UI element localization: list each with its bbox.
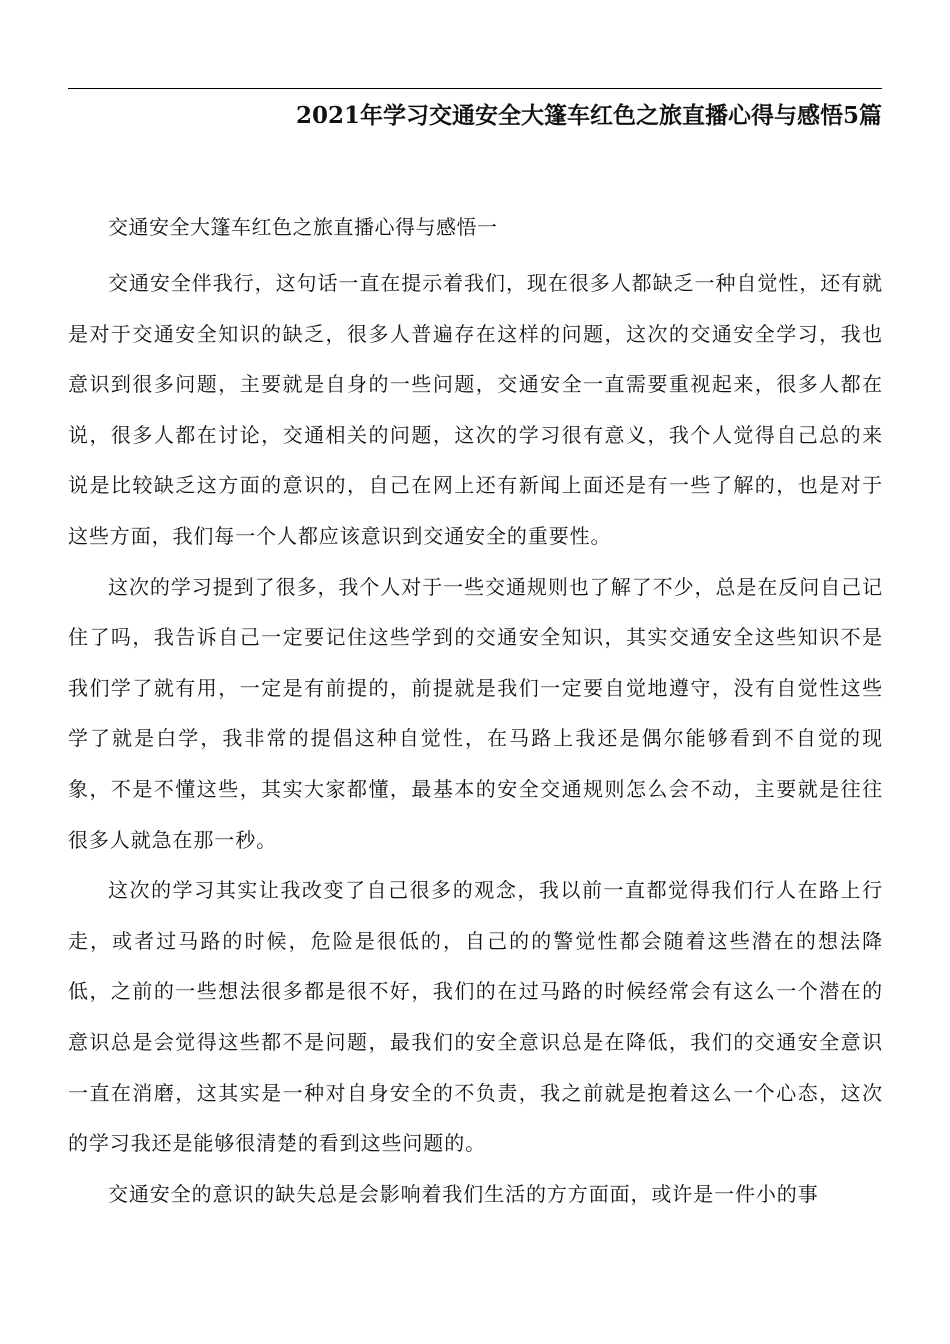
paragraph-2: 这次的学习提到了很多，我个人对于一些交通规则也了解了不少，总是在反问自己记住了吗，我告诉自己一定要记住这些学到的交通安全知识，其实交通安全这些知识不是我们学了就有用，一定是有前提的，前提就是我们一定要自觉地遵守，没有自觉性这些学了就是白学，我非常的提倡这种自觉性，在马路上我还是偶尔能够看到不自觉的现象，不是不懂这些，其实大家都懂，最基本的安全交通规则怎么会不动，主要就是往往很多人就急在那一秒。 [68,574,883,852]
section-heading: 交通安全大篷车红色之旅直播心得与感悟一 [108,215,498,239]
paragraph-3: 这次的学习其实让我改变了自己很多的观念，我以前一直都觉得我们行人在路上行走，或者过马路的时候，危险是很低的，自己的的警觉性都会随着这些潜在的想法降低，之前的一些想法很多都是很不好，我们的在过马路的时候经常会有这么一个潜在的意识总是会觉得这些都不是问题，最我们的安全意识总是在降低，我们的交通安全意识一直在消磨，这其实是一种对自身安全的不负责，我之前就是抱着这么一个心态，这次的学习我还是能够很清楚的看到这些问题的。 [68,878,883,1156]
paragraph-4: 交通安全的意识的缺失总是会影响着我们生活的方方面面，或许是一件小的事 [108,1181,819,1206]
document-title: 2021年学习交通安全大篷车红色之旅直播心得与感悟5篇 [295,102,882,129]
header-rule [68,88,882,89]
paragraph-1: 交通安全伴我行，这句话一直在提示着我们，现在很多人都缺乏一种自觉性，还有就是对于交通安全知识的缺乏，很多人普遍存在这样的问题，这次的交通安全学习，我也意识到很多问题，主要就是自身的一些问题，交通安全一直需要重视起来，很多人都在说，很多人都在讨论，交通相关的问题，这次的学习很有意义，我个人觉得自己总的来说是比较缺乏这方面的意识的，自己在网上还有新闻上面还是有一些了解的，也是对于这些方面，我们每一个人都应该意识到交通安全的重要性。 [68,271,883,548]
document-body [68,208,883,1219]
